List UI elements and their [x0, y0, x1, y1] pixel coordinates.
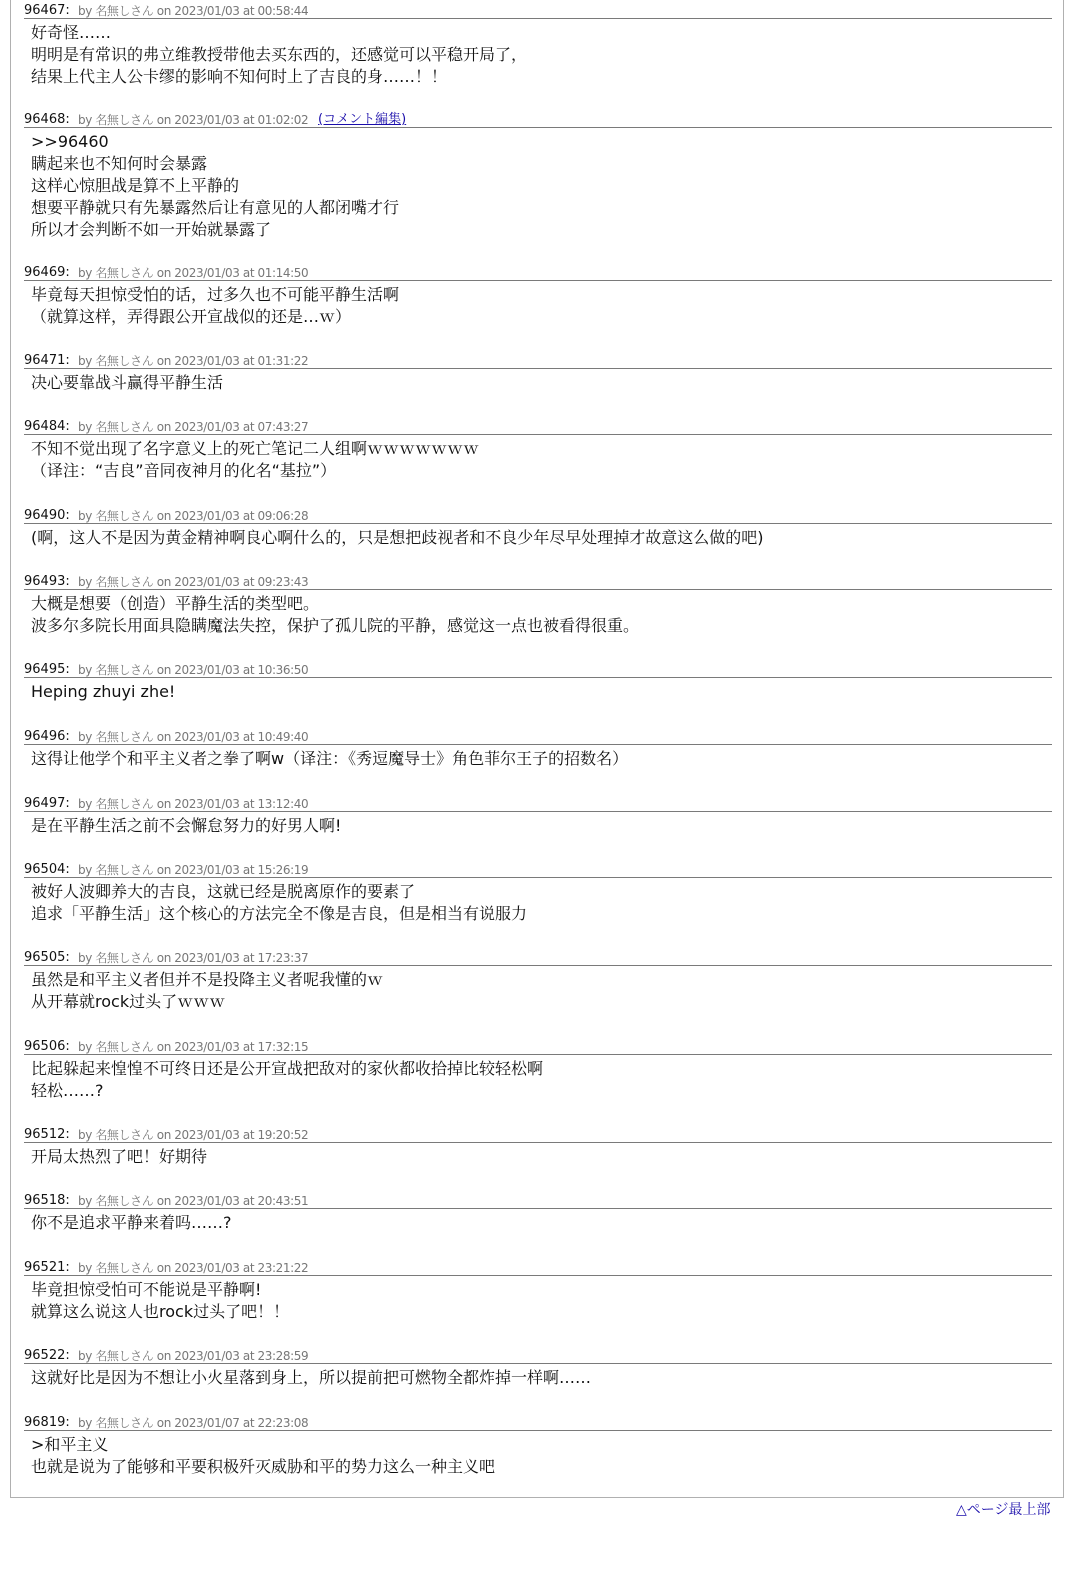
comment-header [24, 855, 1052, 878]
comment-post [24, 1032, 1052, 1102]
comment-body [31, 1146, 1052, 1168]
comment-number: 96522: [24, 1348, 70, 1363]
comment-header [24, 789, 1052, 812]
comment-number: 96471: [24, 353, 70, 368]
comment-body [31, 593, 1052, 637]
comment-header [24, 1253, 1052, 1276]
comment-line: 追求「平静生活」这个核心的方法完全不像是吉良，但是相当有说服力 [31, 904, 528, 923]
comment-line: （就算这样，弄得跟公开宣战似的还是…ｗ） [31, 307, 352, 326]
comment-line: 这样心惊胆战是算不上平静的 [31, 176, 240, 195]
comment-edit-link[interactable]: (コメント編集) [318, 112, 407, 127]
comment-post [24, 567, 1052, 637]
comment-header [24, 105, 1052, 128]
comment-line: 想要平静就只有先暴露然后让有意见的人都闭嘴才行 [31, 198, 400, 217]
comment-line: 所以才会判断不如一开始就暴露了 [31, 220, 272, 239]
comment-number: 96497: [24, 796, 70, 811]
comment-post [24, 1341, 1052, 1389]
comment-line: 这得让他学个和平主义者之拳了啊w（译注：《秀逗魔导士》角色菲尔王子的招数名） [31, 749, 629, 768]
comment-meta: by 名無しさん on 2023/01/03 at 15:26:19 [78, 863, 309, 877]
comment-header [24, 1186, 1052, 1209]
comment-number: 96484: [24, 419, 70, 434]
comment-line: 这就好比是因为不想让小火星落到身上，所以提前把可燃物全都炸掉一样啊…… [31, 1368, 592, 1387]
comment-line: 就算这么说这人也rock过头了吧！！ [31, 1302, 290, 1321]
comment-line: 被好人波卿养大的吉良，这就已经是脱离原作的要素了 [31, 882, 416, 901]
comment-post [24, 722, 1052, 770]
comment-meta: by 名無しさん on 2023/01/03 at 09:23:43 [78, 575, 309, 589]
comment-body [31, 1058, 1052, 1102]
comment-body [31, 748, 1052, 770]
comment-body [31, 131, 1052, 241]
comment-line: 也就是说为了能够和平要积极歼灭威胁和平的势力这么一种主义吧 [31, 1457, 496, 1476]
comment-number: 96493: [24, 574, 70, 589]
comment-line: 不知不觉出现了名字意义上的死亡笔记二人组啊ｗｗｗｗｗｗｗ [31, 439, 480, 458]
comment-line: Heping zhuyi zhe! [31, 682, 176, 701]
comment-header [24, 0, 1052, 19]
comment-post [24, 789, 1052, 837]
comment-header [24, 567, 1052, 590]
comment-body [31, 1367, 1052, 1389]
comment-line: 毕竟每天担惊受怕的话，过多久也不可能平静生活啊 [31, 285, 400, 304]
comment-number: 96518: [24, 1193, 70, 1208]
comment-meta: by 名無しさん on 2023/01/03 at 13:12:40 [78, 797, 309, 811]
comment-body [31, 815, 1052, 837]
comment-line: 决心要靠战斗赢得平静生活 [31, 373, 224, 392]
comment-body [31, 284, 1052, 328]
comment-post [24, 943, 1052, 1013]
comment-meta: by 名無しさん on 2023/01/03 at 00:58:44 [78, 4, 309, 18]
comment-number: 96521: [24, 1260, 70, 1275]
comment-post [24, 855, 1052, 925]
page-top-link-container [956, 1501, 1051, 1519]
comment-body [31, 1212, 1052, 1234]
comment-post [24, 1253, 1052, 1323]
comment-body [31, 681, 1052, 703]
comment-line: 开局太热烈了吧！好期待 [31, 1147, 208, 1166]
comment-header [24, 412, 1052, 435]
comment-header [24, 1341, 1052, 1364]
comment-post [24, 1186, 1052, 1234]
comment-line: >>96460 [31, 132, 109, 151]
comment-body [31, 438, 1052, 482]
comment-number: 96496: [24, 729, 70, 744]
comment-post [24, 105, 1052, 241]
comment-number: 96490: [24, 508, 70, 523]
comment-line: 从开幕就rock过头了ｗｗｗ [31, 992, 226, 1011]
comment-line: 瞒起来也不知何时会暴露 [31, 154, 208, 173]
comment-line: >和平主义 [31, 1435, 109, 1454]
comment-meta: by 名無しさん on 2023/01/03 at 23:28:59 [78, 1349, 309, 1363]
comment-body [31, 372, 1052, 394]
comment-line: 结果上代主人公卡缪的影响不知何时上了吉良的身……！！ [31, 67, 448, 86]
comment-meta: by 名無しさん on 2023/01/03 at 10:36:50 [78, 663, 309, 677]
comment-meta: by 名無しさん on 2023/01/03 at 17:32:15 [78, 1040, 309, 1054]
comment-meta: by 名無しさん on 2023/01/03 at 01:31:22 [78, 354, 309, 368]
comment-line: （译注：“吉良”音同夜神月的化名“基拉”） [31, 461, 337, 480]
comment-post [24, 1408, 1052, 1478]
comment-line: 是在平静生活之前不会懈怠努力的好男人啊! [31, 816, 342, 835]
comment-number: 96505: [24, 950, 70, 965]
comment-header [24, 722, 1052, 745]
comment-line: 波多尔多院长用面具隐瞒魔法失控，保护了孤儿院的平静，感觉这一点也被看得很重。 [31, 616, 640, 635]
comment-meta: by 名無しさん on 2023/01/03 at 07:43:27 [78, 420, 309, 434]
comment-body [31, 881, 1052, 925]
comment-header [24, 1120, 1052, 1143]
comment-header [24, 501, 1052, 524]
comment-meta: by 名無しさん on 2023/01/03 at 20:43:51 [78, 1194, 309, 1208]
comment-header [24, 258, 1052, 281]
comment-line: 明明是有常识的弗立维教授带他去买东西的，还感觉可以平稳开局了， [31, 45, 528, 64]
comment-number: 96819: [24, 1415, 70, 1430]
comment-line: 毕竟担惊受怕可不能说是平静啊! [31, 1280, 262, 1299]
comment-line: 轻松……? [31, 1081, 104, 1100]
comment-number: 96468: [24, 112, 70, 127]
comment-meta: by 名無しさん on 2023/01/03 at 19:20:52 [78, 1128, 309, 1142]
comment-meta: by 名無しさん on 2023/01/03 at 17:23:37 [78, 951, 309, 965]
comment-body [31, 527, 1052, 549]
comment-post [24, 655, 1052, 703]
comment-header [24, 1408, 1052, 1431]
comment-line: 你不是追求平静来着吗……? [31, 1213, 232, 1232]
comment-post [24, 412, 1052, 482]
comment-number: 96467: [24, 3, 70, 18]
comment-post [24, 1120, 1052, 1168]
comment-line: 比起躲起来惶惶不可终日还是公开宣战把敌对的家伙都收拾掉比较轻松啊 [31, 1059, 544, 1078]
comment-number: 96495: [24, 662, 70, 677]
comment-number: 96506: [24, 1039, 70, 1054]
comment-post [24, 0, 1052, 88]
comment-header [24, 943, 1052, 966]
comment-meta: by 名無しさん on 2023/01/03 at 09:06:28 [78, 509, 309, 523]
comment-post [24, 501, 1052, 549]
comment-thread [10, 0, 1064, 1498]
comment-number: 96512: [24, 1127, 70, 1142]
comment-meta: by 名無しさん on 2023/01/07 at 22:23:08 [78, 1416, 309, 1430]
comment-header [24, 346, 1052, 369]
comment-body [31, 1279, 1052, 1323]
comment-number: 96469: [24, 265, 70, 280]
comment-line: 好奇怪…… [31, 23, 112, 42]
comment-meta: by 名無しさん on 2023/01/03 at 01:14:50 [78, 266, 309, 280]
comment-number: 96504: [24, 862, 70, 877]
page-top-link[interactable]: △ページ最上部 [956, 1502, 1051, 1518]
comment-post [24, 346, 1052, 394]
comment-meta: by 名無しさん on 2023/01/03 at 10:49:40 [78, 730, 309, 744]
comment-header [24, 1032, 1052, 1055]
comment-body [31, 1434, 1052, 1478]
comment-line: 大概是想要（创造）平静生活的类型吧。 [31, 594, 320, 613]
comment-line: 虽然是和平主义者但并不是投降主义者呢我懂的ｗ [31, 970, 384, 989]
comment-edit-container [318, 112, 406, 127]
comment-body [31, 969, 1052, 1013]
comment-body [31, 22, 1052, 88]
comment-meta: by 名無しさん on 2023/01/03 at 01:02:02 [78, 113, 309, 127]
comment-line: (啊，这人不是因为黄金精神啊良心啊什么的，只是想把歧视者和不良少年尽早处理掉才故意这么做的吧) [31, 528, 764, 547]
comment-meta: by 名無しさん on 2023/01/03 at 23:21:22 [78, 1261, 309, 1275]
comment-post [24, 258, 1052, 328]
comment-header [24, 655, 1052, 678]
